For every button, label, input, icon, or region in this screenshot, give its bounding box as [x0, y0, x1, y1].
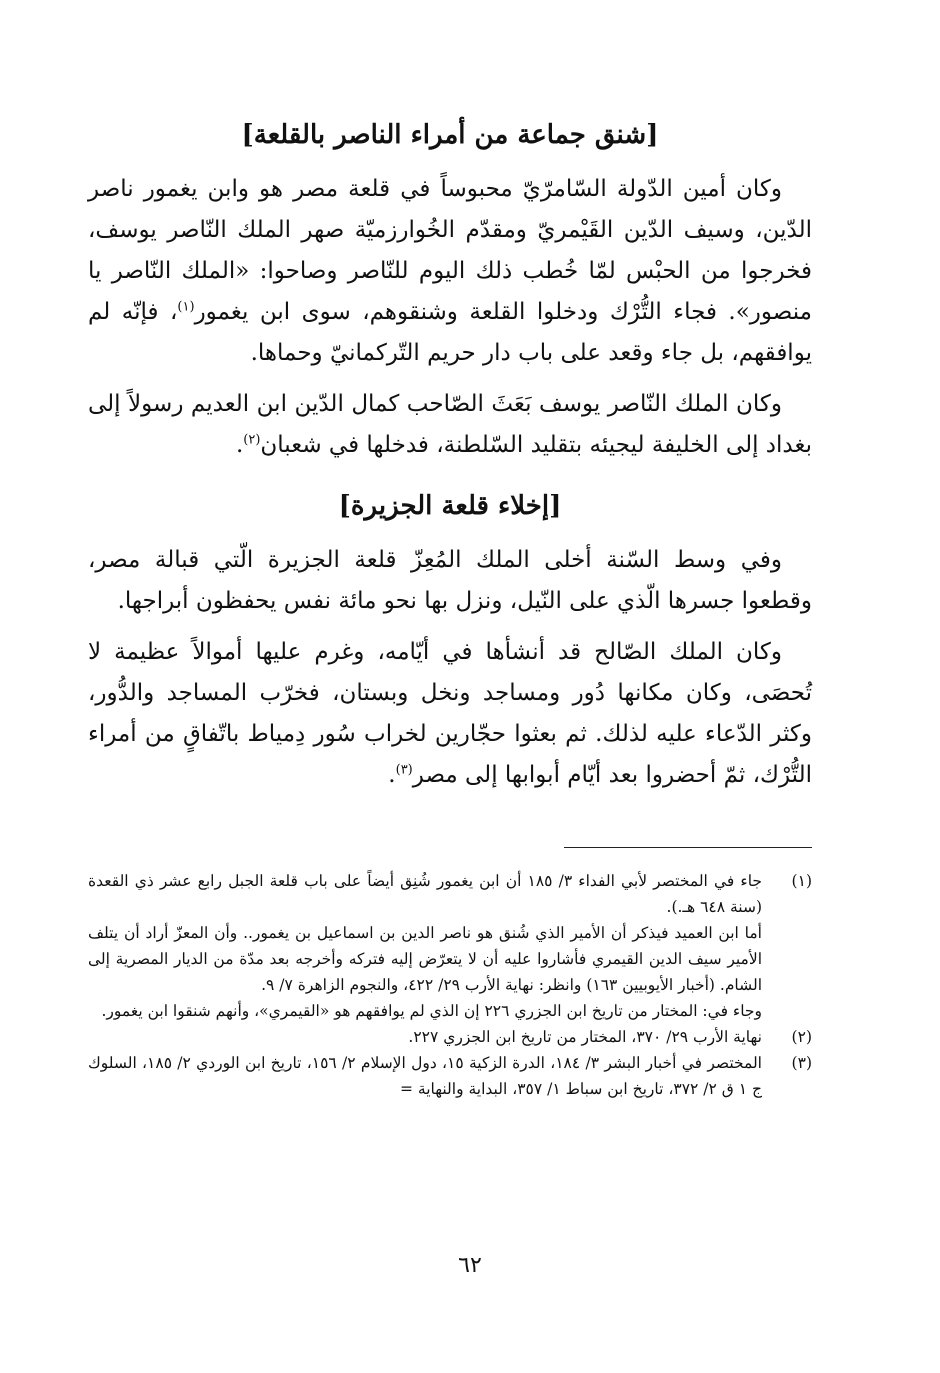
footnote-number: (١) [791, 872, 812, 890]
footnote-ref-1[interactable]: (١) [177, 299, 195, 315]
footnote-line: وجاء في: المختار من تاريخ ابن الجزري ٢٢٦ إن الذي لم يوافقهم هو «القيمري»، وأنهم شنقوا ابن يغمور. [101, 1002, 762, 1020]
paragraph-envoy-baghdad [88, 384, 812, 466]
paragraph-text-end: ، فإنّه لم يوافقهم، بل جاء وقعد على باب دار حريم التّركمانيّ وحماها. [88, 299, 812, 366]
paragraph-text-end: . [235, 432, 244, 458]
page-number: ٦٢ [458, 1253, 482, 1278]
paragraph-hanging-emirs [88, 169, 812, 374]
footnote-number: (٢) [791, 1028, 812, 1046]
footnote-separator [564, 847, 812, 848]
footnote-1 [88, 868, 812, 1024]
section-heading-hanging: [شنق جماعة من أمراء الناصر بالقلعة] [241, 120, 659, 150]
footnote-body [88, 1024, 762, 1050]
footnotes [88, 868, 812, 1102]
footnote-number: (٣) [791, 1054, 812, 1072]
section-heading-island-citadel: [إخلاء قلعة الجزيرة] [338, 491, 562, 521]
footnote-body [88, 1050, 762, 1102]
footnote-line: جاء في المختصر لأبي الفداء ٣/ ١٨٥ أن ابن يغمور شُنِق أيضاً على باب قلعة الجبل رابع عشر ذي القعدة (سنة ٦٤٨ هـ.). [88, 872, 762, 916]
footnote-ref-3[interactable]: (٣) [395, 762, 413, 778]
paragraph-text-end: . [388, 762, 396, 788]
paragraph-text: وكان الملك الصّالح قد أنشأها في أيّامه، وغرم عليها أموالاً عظيمة لا تُحصَى، وكان مكانها دُور ومساجد ونخل وبستان، فخرّب المساجد والدُّور، وكثر الدّعاء عليه لذلك. ثم بعثوا حجّارين لخراب سُور دِمياط باتّفاقٍ من أمراء التُّرْك، ثمّ أحضروا بعد أيّام أبوابها إلى مصر [88, 639, 812, 788]
footnote-2 [88, 1024, 812, 1050]
footnote-3 [88, 1050, 812, 1102]
footnote-line: المختصر في أخبار البشر ٣/ ١٨٤، الدرة الزكية ١٥، دول الإسلام ٢/ ١٥٦، تاريخ ابن الوردي ٢/ ١٨٥، السلوك ج ١ ق ٢/ ٣٧٢، تاريخ ابن سباط ١/ ٣٥٧، البداية والنهاية = [88, 1054, 762, 1098]
paragraph-text: وكان أمين الدّولة السّامرّيّ محبوساً في قلعة مصر هو وابن يغمور ناصر الدّين، وسيف الدّين القَيْمريّ ومقدّم الخُوارزميّة صهر الملك النّاصر يوسف، فخرجوا من الحبْس لمّا خُطب ذلك اليوم للنّاصر وصاحوا: «الملك النّاصر يا منصور». فجاء التُّرْك ودخلوا القلعة وشنقوهم، سوى ابن يغمور [88, 176, 812, 325]
paragraph-text: وكان الملك النّاصر يوسف بَعَثَ الصّاحب كمال الدّين ابن العديم رسولاً إلى بغداد إلى الخليفة ليجيئه بتقليد السّلطنة، فدخلها في شعبان [88, 391, 812, 458]
paragraph-evacuation: وفي وسط السّنة أخلى الملك المُعِزّ قلعة الجزيرة الّتي قبالة مصر، وقطعوا جسرها الّذي على النّيل، ونزل بها نحو مائة نفس يحفظون أبراجها. [88, 547, 812, 614]
footnote-body [88, 868, 762, 1024]
main-text [88, 100, 812, 806]
footnote-ref-2[interactable]: (٢) [243, 432, 261, 448]
footnote-line: أما ابن العميد فيذكر أن الأمير الذي شُنق هو ناصر الدين بن اسماعيل بن يغمور.. وأن المعزّ أراد أن يتلف الأمير سيف الدين القيمري فأشاروا عليه أن لا يتعرّض إليه فتركه وأخرجه بعد مدّة من الديار المصرية إلى الشام. (أخبار الأيوبيين ١٦٣) وانظر: نهاية الأرب ٢٩/ ٤٢٢، والنجوم الزاهرة ٧/ ٩. [88, 924, 762, 994]
footnote-line: نهاية الأرب ٢٩/ ٣٧٠، المختار من تاريخ ابن الجزري ٢٢٧. [408, 1028, 762, 1046]
paragraph-salih-construction [88, 632, 812, 796]
